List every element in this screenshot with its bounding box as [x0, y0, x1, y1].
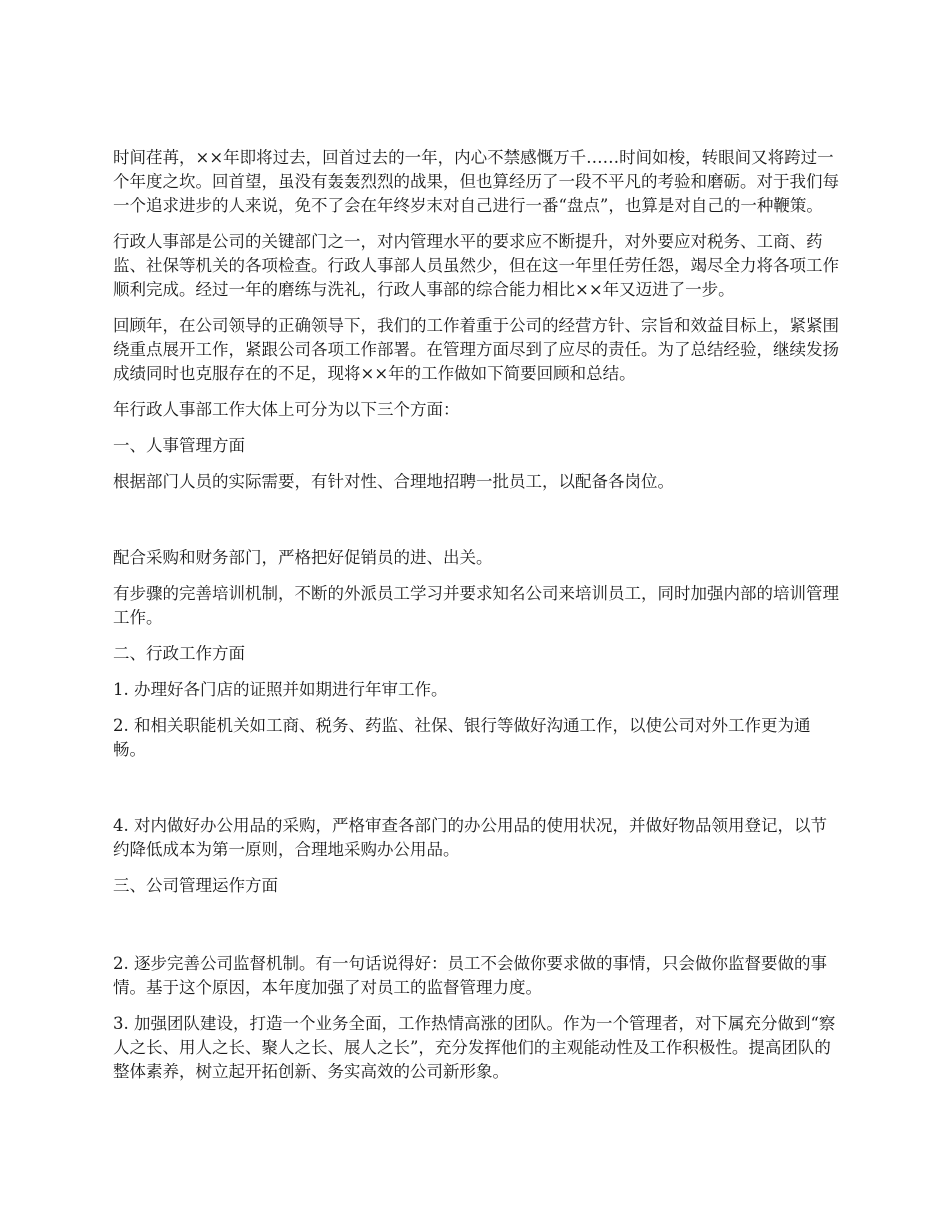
management-item-2: 2. 逐步完善公司监督机制。有一句话说得好：员工不会做你要求做的事情，只会做你监督要做的事情。基于这个原因，本年度加强了对员工的监督管理力度。 — [113, 954, 827, 997]
section-heading-hr: 一、人事管理方面 — [113, 436, 245, 455]
spacer — [113, 910, 843, 952]
hr-item-promoters: 配合采购和财务部门，严格把好促销员的进、出关。 — [113, 548, 493, 567]
admin-item-2: 2. 和相关职能机关如工商、税务、药监、社保、银行等做好沟通工作，以使公司对外工作更为通畅。 — [113, 716, 811, 759]
document-body — [113, 146, 843, 1096]
spacer — [113, 774, 843, 814]
hr-item-recruit: 根据部门人员的实际需要，有针对性、合理地招聘一批员工，以配备各岗位。 — [113, 472, 674, 491]
management-item-3: 3. 加强团队建设，打造一个业务全面，工作热情高涨的团队。作为一个管理者，对下属充分做到“察人之长、用人之长、聚人之长、展人之长”，充分发挥他们的主观能动性及工作积极性。提高团队的整体素养，树立起开拓创新、务实高效的公司新形象。 — [113, 1014, 836, 1081]
department-paragraph: 行政人事部是公司的关键部门之一，对内管理水平的要求应不断提升，对外要应对税务、工商、药监、社保等机关的各项检查。行政人事部人员虽然少，但在这一年里任劳任怨，竭尽全力将各项工作顺利完成。经过一年的磨练与洗礼，行政人事部的综合能力相比××年又迈进了一步。 — [113, 232, 839, 299]
admin-item-4: 4. 对内做好办公用品的采购，严格审查各部门的办公用品的使用状况，并做好物品领用登记，以节约降低成本为第一原则，合理地采购办公用品。 — [113, 816, 827, 859]
section-heading-management: 三、公司管理运作方面 — [113, 876, 278, 895]
section-heading-admin: 二、行政工作方面 — [113, 644, 245, 663]
hr-item-training: 有步骤的完善培训机制，不断的外派员工学习并要求知名公司来培训员工，同时加强内部的培训管理工作。 — [113, 584, 839, 627]
admin-item-1: 1. 办理好各门店的证照并如期进行年审工作。 — [113, 680, 448, 699]
spacer — [113, 506, 843, 546]
overview-line: 年行政人事部工作大体上可分为以下三个方面： — [113, 400, 460, 419]
intro-paragraph: 时间荏苒，××年即将过去，回首过去的一年，内心不禁感慨万千……时间如梭，转眼间又将跨过一个年度之坎。回首望，虽没有轰轰烈烈的战果，但也算经历了一段不平凡的考验和磨砺。对于我们每一个追求进步的人来说，免不了会在年终岁末对自己进行一番“盘点”，也算是对自己的一种鞭策。 — [113, 148, 839, 215]
review-paragraph: 回顾年，在公司领导的正确领导下，我们的工作着重于公司的经营方针、宗旨和效益目标上，紧紧围绕重点展开工作，紧跟公司各项工作部署。在管理方面尽到了应尽的责任。为了总结经验，继续发扬成绩同时也克服存在的不足，现将××年的工作做如下简要回顾和总结。 — [113, 316, 839, 383]
